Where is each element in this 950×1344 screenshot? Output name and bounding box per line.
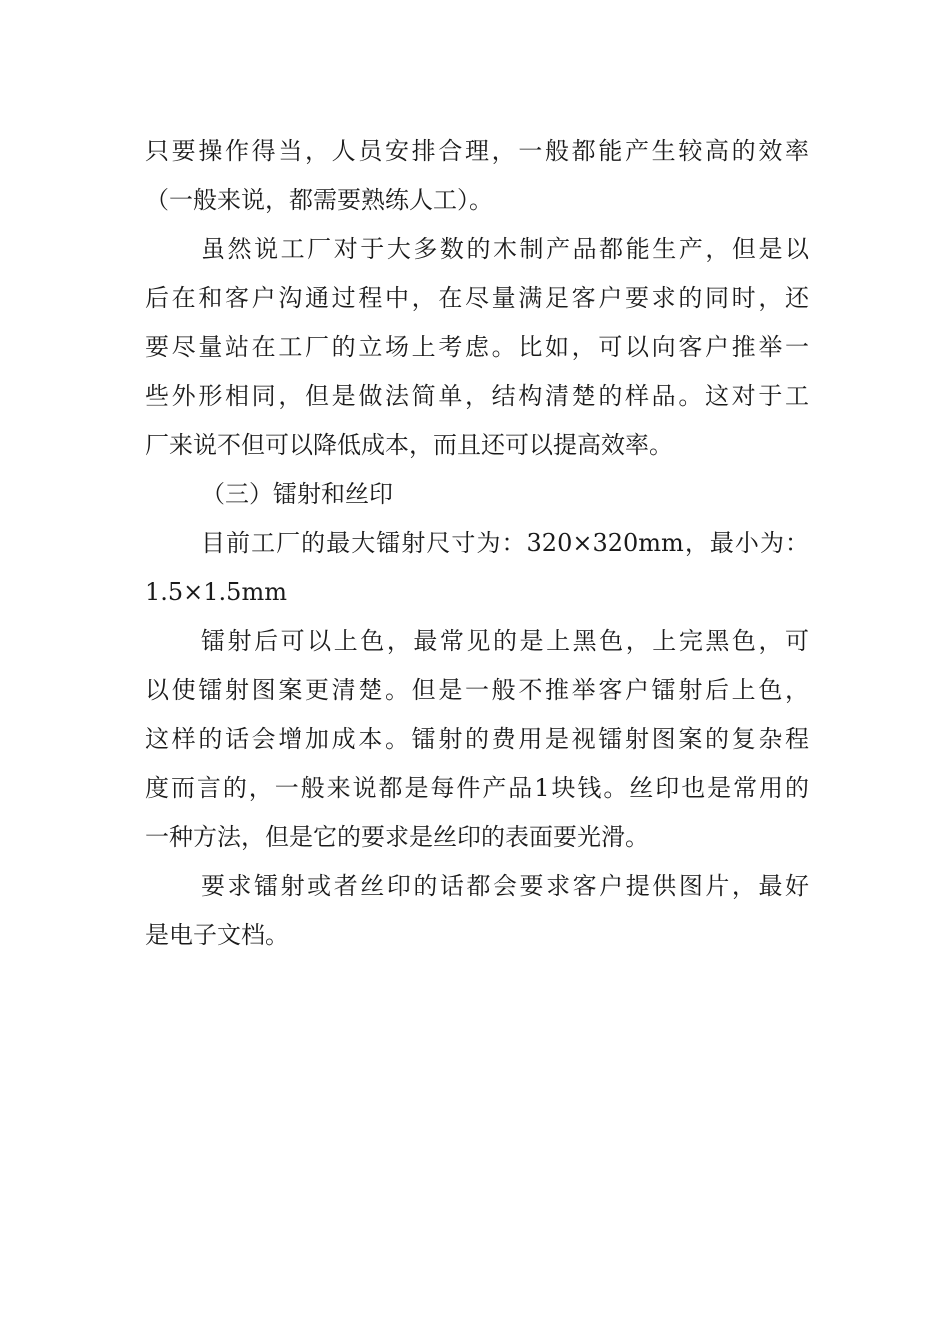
text-line: 目前工厂的最大镭射尺寸为：320×320mm，最小为：: [201, 529, 809, 557]
text-line: 后在和客户沟通过程中，在尽量满足客户要求的同时，还: [145, 284, 809, 312]
section-heading: （三）镭射和丝印: [201, 480, 393, 508]
text-line: 些外形相同，但是做法简单，结构清楚的样品。这对于工: [145, 382, 809, 410]
text-line: （一般来说，都需要熟练人工）。: [145, 186, 493, 214]
paragraph-efficiency: [145, 127, 809, 225]
paragraph-laser-size: [145, 519, 809, 617]
text-line: 这样的话会增加成本。镭射的费用是视镭射图案的复杂程: [145, 725, 809, 753]
document-body: [145, 127, 809, 960]
text-line: 是电子文档。: [145, 921, 289, 949]
text-line: 镭射后可以上色，最常见的是上黑色，上完黑色，可: [201, 627, 809, 655]
paragraph-customer-communication: [145, 225, 809, 470]
text-line: 以使镭射图案更清楚。但是一般不推举客户镭射后上色，: [145, 676, 809, 704]
section-heading-laser-silkscreen: [145, 470, 809, 519]
text-line: 厂来说不但可以降低成本，而且还可以提高效率。: [145, 431, 673, 459]
paragraph-artwork-request: [145, 862, 809, 960]
text-line: 只要操作得当，人员安排合理，一般都能产生较高的效率: [145, 137, 809, 165]
text-line: 度而言的，一般来说都是每件产品1块钱。丝印也是常用的: [145, 774, 809, 802]
paragraph-laser-coloring: [145, 617, 809, 862]
text-line: 1.5×1.5mm: [145, 578, 287, 606]
text-line: 一种方法，但是它的要求是丝印的表面要光滑。: [145, 823, 649, 851]
text-line: 要尽量站在工厂的立场上考虑。比如，可以向客户推举一: [145, 333, 809, 361]
text-line: 虽然说工厂对于大多数的木制产品都能生产，但是以: [201, 235, 809, 263]
text-line: 要求镭射或者丝印的话都会要求客户提供图片，最好: [201, 872, 809, 900]
